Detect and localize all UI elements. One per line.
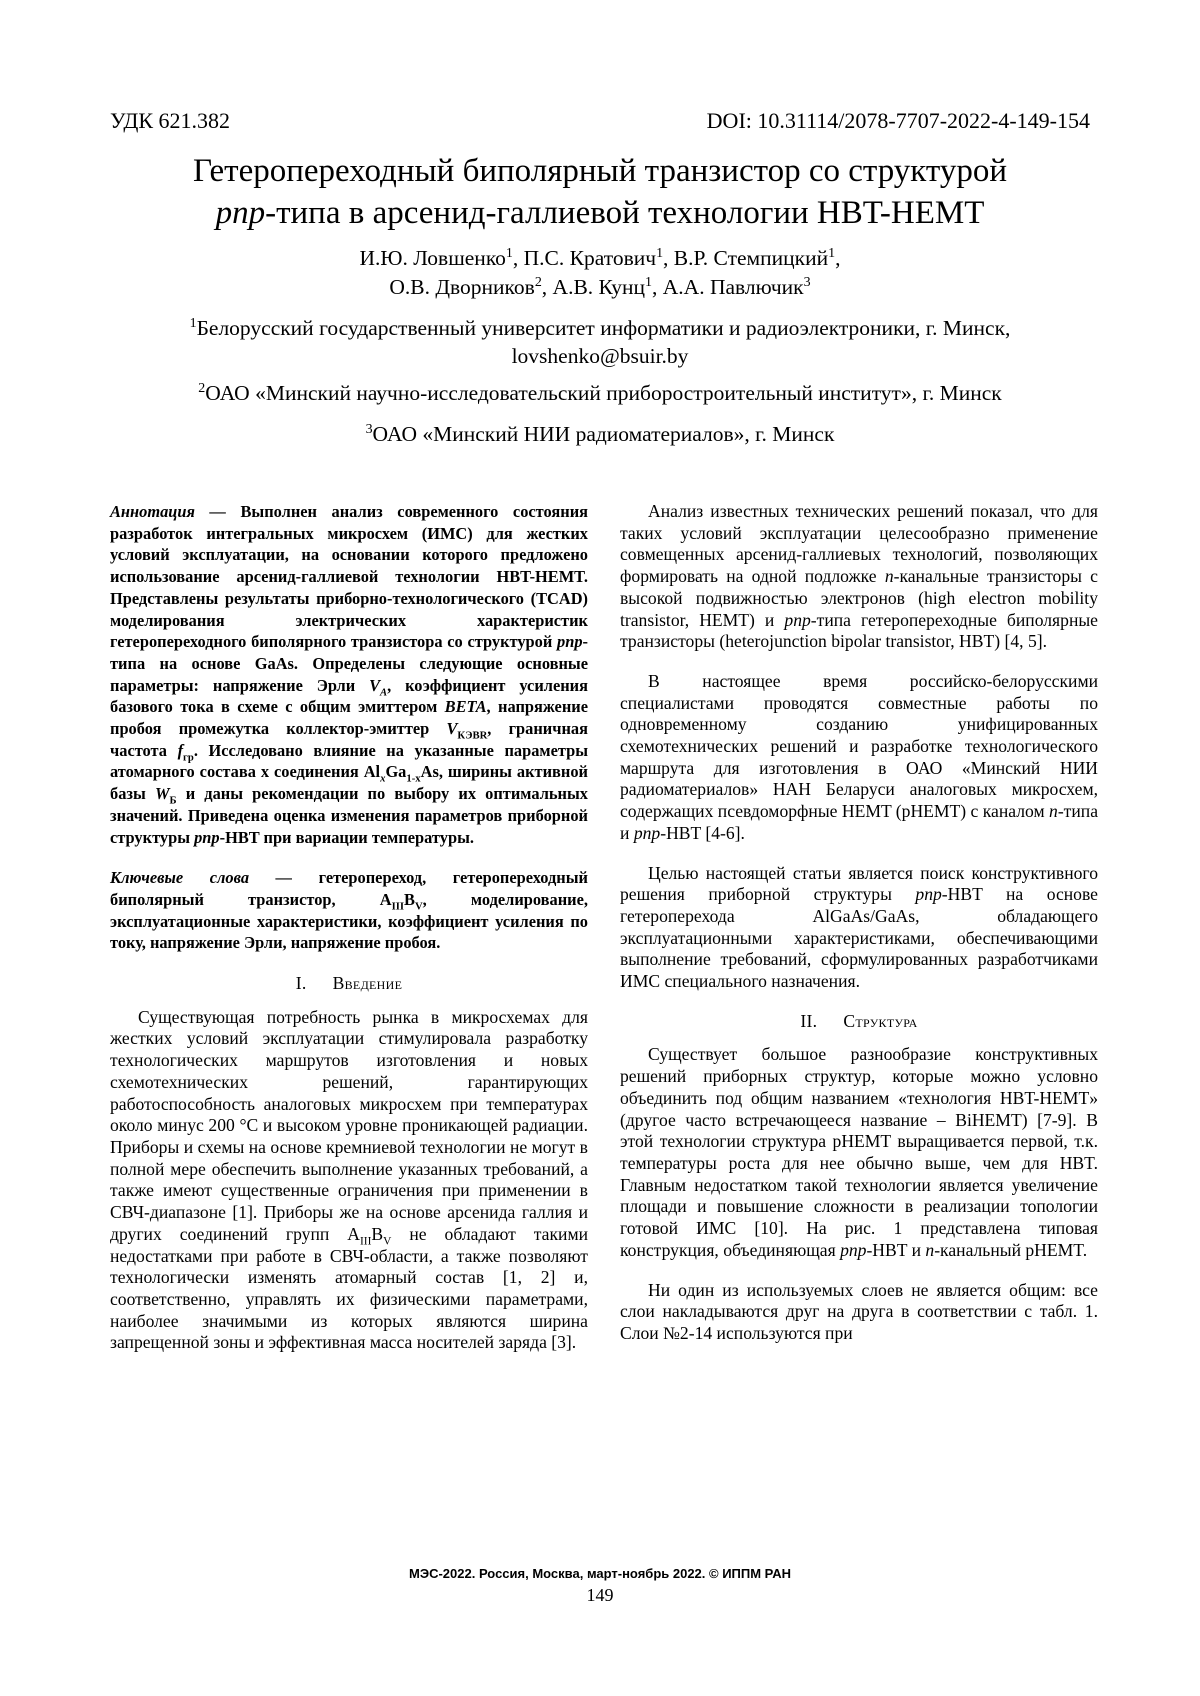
abstract: Аннотация — Выполнен анализ современного состояния разработок интегральных микросхем (ИМС) для жестких условий эксплуатации, на основании которого предложено использование арсенид-галлиевой технологии HBT-HEMT. Представлены результаты приборно-технологического (TCAD) моделирования электрических характеристик гетеропереходного биполярного транзистора со структурой pnp-типа на основе GaAs. Определены следующие основные параметры: напряжение Эрли $V_A$, коэффициент усиления базового тока в схеме с общим эмиттером BETA, напряжение пробоя промежутка коллектор-эмиттер $V_{КЭBR}$, граничная частота $f_{гр}$. Исследовано влияние на указанные параметры атомарного состава x соединения $Al_xGa_{1-x}As$, ширины активной базы $W_Б$ и даны рекомендации по выбору их оптимальных значений. Приведена оценка изменения параметров приборной структуры pnp-HBT при вариации температуры. bbox=[110, 502, 589, 847]
author-name: А.А. Павлючик bbox=[662, 275, 804, 299]
author-affiliation-mark: 1 bbox=[645, 274, 653, 290]
affiliation-email: lovshenko@bsuir.by bbox=[511, 344, 689, 368]
section-heading-2 bbox=[620, 1011, 1098, 1033]
section-title: Структура bbox=[843, 1010, 918, 1031]
author-name: В.Р. Стемпицкий bbox=[673, 246, 829, 270]
doi: DOI: 10.31114/2078-7707-2022-4-149-154 bbox=[706, 108, 1090, 133]
affiliation-1 bbox=[110, 314, 1090, 370]
affiliation-number: 1 bbox=[189, 315, 197, 331]
author-name: П.С. Кратович bbox=[523, 246, 657, 270]
paper-title bbox=[110, 150, 1090, 234]
affiliation-text: Белорусский государственный университет информатики и радиоэлектроники, г. Минск, bbox=[196, 316, 1011, 340]
author-name: И.Ю. Ловшенко bbox=[359, 246, 506, 270]
authors-line-1: И.Ю. Ловшенко$^1$, П.С. Кратович$^1$, В.Р. Стемпицкий$^1$, bbox=[359, 245, 841, 270]
author-affiliation-mark: 1 bbox=[505, 245, 513, 261]
body-paragraph: Анализ известных технических решений показал, что для таких условий эксплуатации целесообразно применение совмещенных арсенид-галлиевых технологий, позволяющих формировать на одной подложке n-канальные транзисторы с высокой подвижностью электронов (high electron mobility transistor, HEMT) и pnp-типа гетеропереходные биполярные транзисторы (heterojunction bipolar transistor, HBT) [4, 5]. bbox=[620, 501, 1098, 652]
body-paragraph: Ни один из используемых слоев не является общим: все слои накладываются друг на друга в соответствии с табл. 1. Слои №2-14 используются при bbox=[620, 1279, 1098, 1343]
author-affiliation-mark: 2 bbox=[534, 274, 542, 290]
body-paragraph: Целью настоящей статьи является поиск конструктивного решения приборной структуры pnp-HBT на основе гетероперехода AlGaAs/GaAs, обладающего эксплуатационными характеристиками, обеспечивающими выполнение требований, сформулированных разработчиками ИМС специального назначения. bbox=[620, 862, 1098, 992]
affiliation-text: ОАО «Минский научно-исследовательский приборостроительный институт», г. Минск bbox=[205, 381, 1002, 405]
author-affiliation-mark: 1 bbox=[828, 245, 836, 261]
title-line-1: Гетеропереходный биполярный транзистор со структурой bbox=[192, 153, 1008, 189]
keywords-label: Ключевые слова — bbox=[110, 868, 292, 888]
author-name: А.В. Кунц bbox=[552, 275, 646, 299]
affiliation-3 bbox=[110, 420, 1090, 448]
section-number: I. bbox=[295, 973, 307, 994]
page-number: 149 bbox=[586, 1585, 614, 1605]
affiliation-text: ОАО «Минский НИИ радиоматериалов», г. Минск bbox=[372, 422, 835, 446]
abstract-label: Аннотация — bbox=[110, 502, 226, 521]
authors-line-2: О.В. Дворников$^2$, А.В. Кунц$^1$, А.А. Павлючик$^3$ bbox=[389, 274, 811, 299]
affiliation-number: 2 bbox=[198, 380, 206, 396]
body-paragraph: В настоящее время российско-белорусскими специалистами проводятся совместные работы по одновременному созданию унифицированных схемотехнических решений и разработке технологического маршрута для изготовления в ОАО «Минский НИИ радиоматериалов» НАН Беларуси аналоговых микросхем, содержащих псевдоморфные HEMT (pHEMT) с каналом n-типа и pnp-HBT [4-6]. bbox=[620, 670, 1098, 843]
body-paragraph: Существует большое разнообразие конструктивных решений приборных структур, которые можно условно объединить под общим названием «технология HBT-HEMT» (другое часто встречающееся название – BiHEMT) [7-9]. В этой технологии структура pHEMT выращивается первой, т.к. температуры роста для нее обычно выше, чем для HBT. Главным недостатком такой технологии является увеличение площади и повышение сложности в реализации топологии готовой ИМС [10]. На рис. 1 представлена типовая конструкция, объединяющая pnp-HBT и n-канальный pHEMT. bbox=[620, 1044, 1098, 1260]
author-affiliation-mark: 1 bbox=[656, 245, 664, 261]
author-name: О.В. Дворников bbox=[389, 275, 535, 299]
right-column bbox=[620, 501, 1098, 1345]
section-heading-1 bbox=[110, 973, 588, 995]
author-affiliation-mark: 3 bbox=[803, 274, 811, 290]
section-number: II. bbox=[800, 1010, 818, 1031]
affiliation-2 bbox=[110, 379, 1090, 407]
title-pnp: pnp bbox=[215, 195, 266, 231]
left-column bbox=[110, 501, 588, 1354]
udk-code: УДК 621.382 bbox=[110, 108, 231, 133]
title-line-2-rest: -типа в арсенид-галлиевой технологии HBT-HEMT bbox=[265, 195, 985, 231]
affiliation-number: 3 bbox=[365, 421, 373, 437]
title-line-2 bbox=[110, 192, 1090, 234]
keywords: Ключевые слова — гетеропереход, гетеропереходный биполярный транзистор, $A_{III}B_V$, моделирование, эксплуатационные характеристики, коэффициент усиления по току, напряжение Эрли, напряжение пробоя. bbox=[110, 868, 588, 953]
header-meta bbox=[110, 108, 1090, 138]
section-title: Введение bbox=[332, 973, 403, 994]
conference-footer: МЭС-2022. Россия, Москва, март-ноябрь 2022. © ИППМ РАН bbox=[409, 1566, 791, 1581]
authors bbox=[110, 244, 1090, 302]
body-paragraph: Существующая потребность рынка в микросхемах для жестких условий эксплуатации стимулировала разработку технологических маршрутов изготовления и новых схемотехнических решений, гарантирующих работоспособность аналоговых микросхем при температурах около минус 200 °С и высоком уровне проникающей радиации. Приборы и схемы на основе кремниевой технологии не могут в полной мере обеспечить выполнение указанных требований, а также имеют существенные ограничения при применении в СВЧ-диапазоне [1]. Приборы же на основе арсенида галлия и других соединений групп $A_{III}B_V$ не обладают такими недостатками при работе в СВЧ-области, а также позволяют технологически изменять атомарный состав [1, 2] и, соответственно, управлять их физическими параметрами, наиболее значимыми из которых являются ширина запрещенной зоны и эффективная масса носителей заряда [3]. bbox=[110, 1006, 588, 1353]
